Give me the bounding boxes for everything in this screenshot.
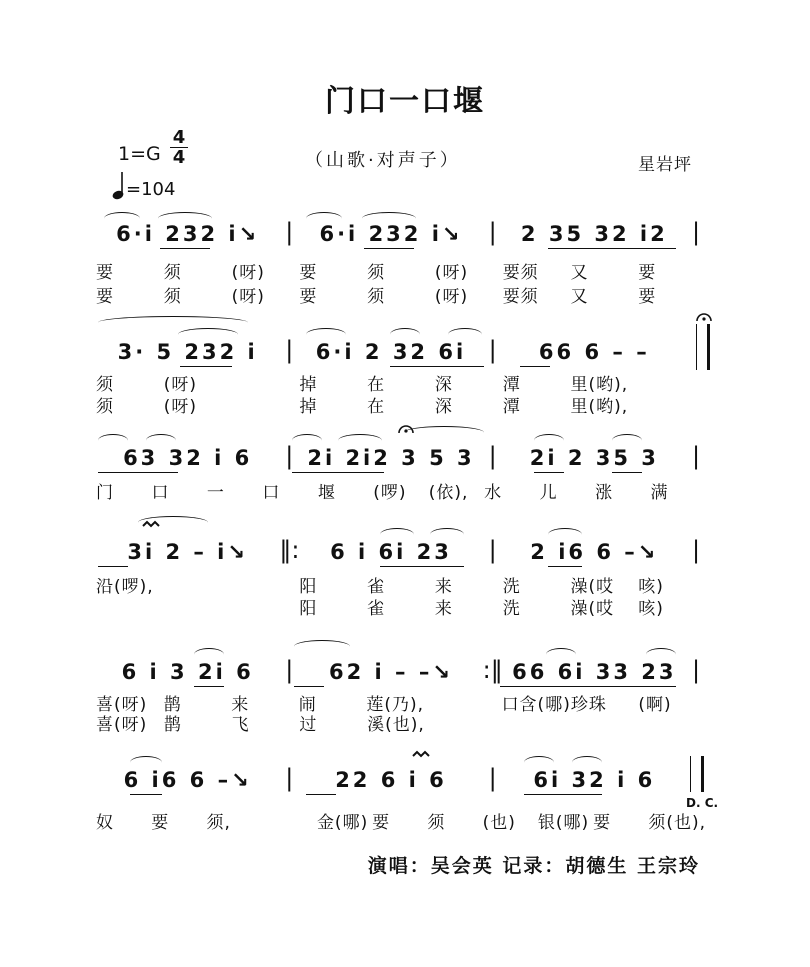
slur (178, 328, 238, 341)
lyric: (啰) (373, 483, 407, 503)
lyric: 咳) (638, 599, 664, 619)
lyric: 要 (299, 287, 318, 307)
lyric: 口 (262, 483, 281, 503)
slur (306, 328, 346, 341)
measure-2: 6·i 232 i↘ (319, 222, 463, 246)
lyric: 又 (570, 287, 589, 307)
measure-1: 63 32 i 6 (123, 446, 253, 470)
lyric: 儿 (539, 483, 558, 503)
lyric: 喜(呀) (96, 695, 148, 715)
lyric: 要 (638, 263, 657, 283)
underline (534, 472, 564, 473)
lyric: 洗 (502, 577, 521, 597)
lyric (638, 710, 706, 735)
lyric: 要 (96, 287, 114, 307)
slur (430, 528, 464, 541)
lyric: 来 (231, 695, 250, 715)
barline: | (691, 218, 701, 246)
slur (534, 434, 564, 447)
place-label: 星岩坪 (638, 155, 692, 175)
lyric: 水 (484, 483, 503, 503)
underline (548, 566, 582, 567)
lyric: (依), (428, 483, 469, 503)
slur (448, 328, 482, 341)
lyric: 门 (96, 483, 114, 503)
measure-2: 62 i – –↘ (329, 660, 453, 684)
lyric: (呀) (163, 375, 198, 395)
lyric: (呀) (231, 263, 265, 283)
lyric: 闹 (298, 695, 317, 715)
lyric: 澡(哎 (570, 577, 615, 597)
lyric: 口含(哪) (501, 695, 571, 715)
underline (160, 248, 210, 249)
barline: | (488, 218, 497, 246)
lyric: 要 (372, 813, 391, 833)
fermata-icon (696, 310, 712, 322)
lyric: 要须 (502, 287, 539, 307)
barline: | (488, 764, 497, 792)
lyric: 口 (151, 483, 170, 503)
lyric (570, 710, 638, 735)
underline (390, 366, 484, 367)
lyric (232, 392, 300, 417)
lyrics-verse-2 (96, 710, 706, 735)
underline (548, 248, 676, 249)
mordent-icon (412, 750, 432, 758)
measure-2: 6 i 6i 23 (330, 540, 452, 564)
meter-top: 4 (172, 127, 186, 148)
lyrics-verse-1 (96, 478, 706, 503)
lyric: 里(哟), (570, 397, 629, 417)
lyric: 掉 (299, 375, 318, 395)
barline: | (691, 536, 701, 564)
underline (500, 686, 676, 687)
credits: 演唱：吴会英 记录：胡德生 王宗玲 (367, 855, 700, 877)
lyric: 须 (427, 813, 446, 833)
lyrics-verse-2 (96, 594, 706, 619)
notes-line (96, 650, 706, 684)
slur (572, 756, 602, 769)
measure-1: 3i 2 – i↘ (127, 540, 248, 564)
lyric: 要 (593, 813, 612, 833)
lyric (96, 594, 164, 619)
lyric (232, 594, 300, 619)
lyric: 过 (299, 715, 318, 735)
underline (180, 366, 232, 367)
slur (362, 212, 416, 225)
measure-1: 3· 5 232 i (117, 340, 258, 364)
lyric: 里(哟), (570, 375, 629, 395)
key-signature: 1=G (118, 143, 161, 165)
lyric: 要 (638, 287, 657, 307)
lyric: 莲(乃), (366, 695, 425, 715)
lyric: 喜(呀) (96, 715, 148, 735)
slur (98, 316, 248, 329)
underline (98, 566, 128, 567)
barline: | (285, 656, 294, 684)
slur (390, 328, 420, 341)
mordent-icon (142, 520, 162, 528)
underline (294, 686, 324, 687)
measure-2: 22 6 i 6 (335, 768, 447, 792)
measure-3: 2 35 32 i2 (520, 222, 668, 246)
underline (194, 686, 224, 687)
lyric: (啊) (638, 695, 672, 715)
meter-bottom: 4 (172, 147, 186, 168)
measure-2: 2i 2i2 3 5 3 (307, 446, 475, 470)
lyric: 涨 (595, 483, 614, 503)
repeat-end-barline: :‖ (482, 656, 503, 684)
underline (520, 366, 550, 367)
lyric: 来 (434, 577, 453, 597)
time-signature (170, 128, 188, 167)
genre-label: （山歌·对声子） (305, 150, 461, 171)
slur (524, 756, 554, 769)
underline (612, 472, 642, 473)
lyric: 一 (206, 483, 225, 503)
lyric: (呀) (163, 397, 198, 417)
underline (292, 472, 384, 473)
lyrics-verse-1 (96, 258, 706, 283)
lyric: 鹊 (163, 695, 182, 715)
measure-3: 66 6i 33 23 (512, 660, 677, 684)
lyric: 溪(也), (367, 715, 425, 735)
tempo-marking (112, 170, 175, 200)
lyric: 须 (96, 397, 114, 417)
slur (130, 756, 162, 769)
measure-1: 6 i6 6 –↘ (123, 768, 252, 792)
barline: | (285, 442, 294, 470)
lyric: 深 (434, 375, 453, 395)
measure-3: 2i 2 35 3 (529, 446, 659, 470)
barline: | (285, 218, 294, 246)
lyric: 深 (434, 397, 453, 417)
lyric: 须 (96, 375, 114, 395)
lyric: 飞 (231, 715, 250, 735)
lyric: 银(哪) (537, 813, 590, 833)
lyric: 在 (367, 397, 386, 417)
lyric (262, 808, 317, 833)
lyric: 潭 (502, 397, 521, 417)
underline (380, 566, 464, 567)
slur (306, 212, 342, 225)
measure-1: 6·i 232 i↘ (116, 222, 260, 246)
underline (306, 794, 336, 795)
quarter-note-icon (112, 170, 124, 200)
lyric: 潭 (502, 375, 521, 395)
lyric: 掉 (299, 397, 318, 417)
slur (194, 648, 224, 661)
lyric: 雀 (367, 599, 386, 619)
barline: | (285, 764, 294, 792)
underline (364, 248, 414, 249)
lyric: 又 (570, 263, 589, 283)
slur (546, 648, 576, 661)
slur (146, 434, 176, 447)
barline: | (488, 442, 497, 470)
lyric (164, 594, 232, 619)
barline: | (285, 336, 294, 364)
slur (548, 528, 582, 541)
lyric: 咳) (638, 577, 664, 597)
lyric (435, 710, 503, 735)
measure-1: 6 i 3 2i 6 (121, 660, 254, 684)
lyric: 金(哪) (316, 813, 369, 833)
slur (294, 640, 350, 653)
final-barline (690, 756, 704, 792)
lyric: 要 (151, 813, 170, 833)
lyric: 须 (367, 287, 386, 307)
barline: | (691, 442, 701, 470)
measure-3: 6i 32 i 6 (533, 768, 656, 792)
da-capo-mark: D. C. (686, 796, 719, 810)
slur (612, 434, 642, 447)
slur (104, 212, 140, 225)
lyric: 洗 (502, 599, 521, 619)
lyric: 来 (434, 599, 453, 619)
slur (158, 212, 212, 225)
measure-2: 6·i 2 32 6i (315, 340, 467, 364)
lyric: 阳 (299, 599, 318, 619)
barline: | (488, 536, 497, 564)
lyric: 雀 (367, 577, 386, 597)
lyric: 堰 (317, 483, 336, 503)
underline (98, 472, 178, 473)
lyric: 满 (650, 483, 669, 503)
slur (646, 648, 676, 661)
slur (292, 434, 322, 447)
lyric: 鹊 (163, 715, 182, 735)
lyric: 沿(啰), (96, 577, 154, 597)
slur (338, 434, 382, 447)
notes-line (96, 758, 706, 792)
lyric: 在 (367, 375, 386, 395)
lyric: 奴 (96, 813, 114, 833)
lyric: 澡(哎 (570, 599, 615, 619)
lyric (503, 710, 571, 735)
final-barline (696, 324, 710, 370)
fermata-icon (398, 422, 414, 434)
lyric: (呀) (231, 287, 265, 307)
slur (98, 434, 128, 447)
barline: | (691, 656, 701, 684)
lyrics-verse-2 (96, 392, 706, 417)
repeat-start-barline: ‖: (279, 536, 300, 564)
lyrics-verse-1 (96, 808, 706, 833)
lyric: 珍珠 (570, 695, 607, 715)
lyric: 须, (206, 813, 231, 833)
slur (404, 426, 484, 439)
lyric: (也) (482, 813, 516, 833)
lyric: 要须 (502, 263, 539, 283)
lyric: 要 (96, 263, 114, 283)
barline: | (488, 336, 497, 364)
lyric: (呀) (434, 287, 469, 307)
slur (380, 528, 414, 541)
lyric: 要 (299, 263, 318, 283)
measure-3: 2 i6 6 –↘ (530, 540, 659, 564)
tempo-value: =104 (126, 179, 176, 200)
lyric: 阳 (299, 577, 318, 597)
lyric: (呀) (434, 263, 469, 283)
lyric (638, 392, 706, 417)
lyric: 须 (163, 263, 182, 283)
lyric: 须(也), (648, 813, 707, 833)
lyric: 须 (163, 287, 182, 307)
lyrics-verse-2 (96, 282, 706, 307)
song-title: 门口一口堰 (325, 84, 485, 119)
underline (524, 794, 602, 795)
measure-3: 66 6 – – (538, 340, 650, 364)
lyric: 须 (367, 263, 386, 283)
underline (130, 794, 162, 795)
